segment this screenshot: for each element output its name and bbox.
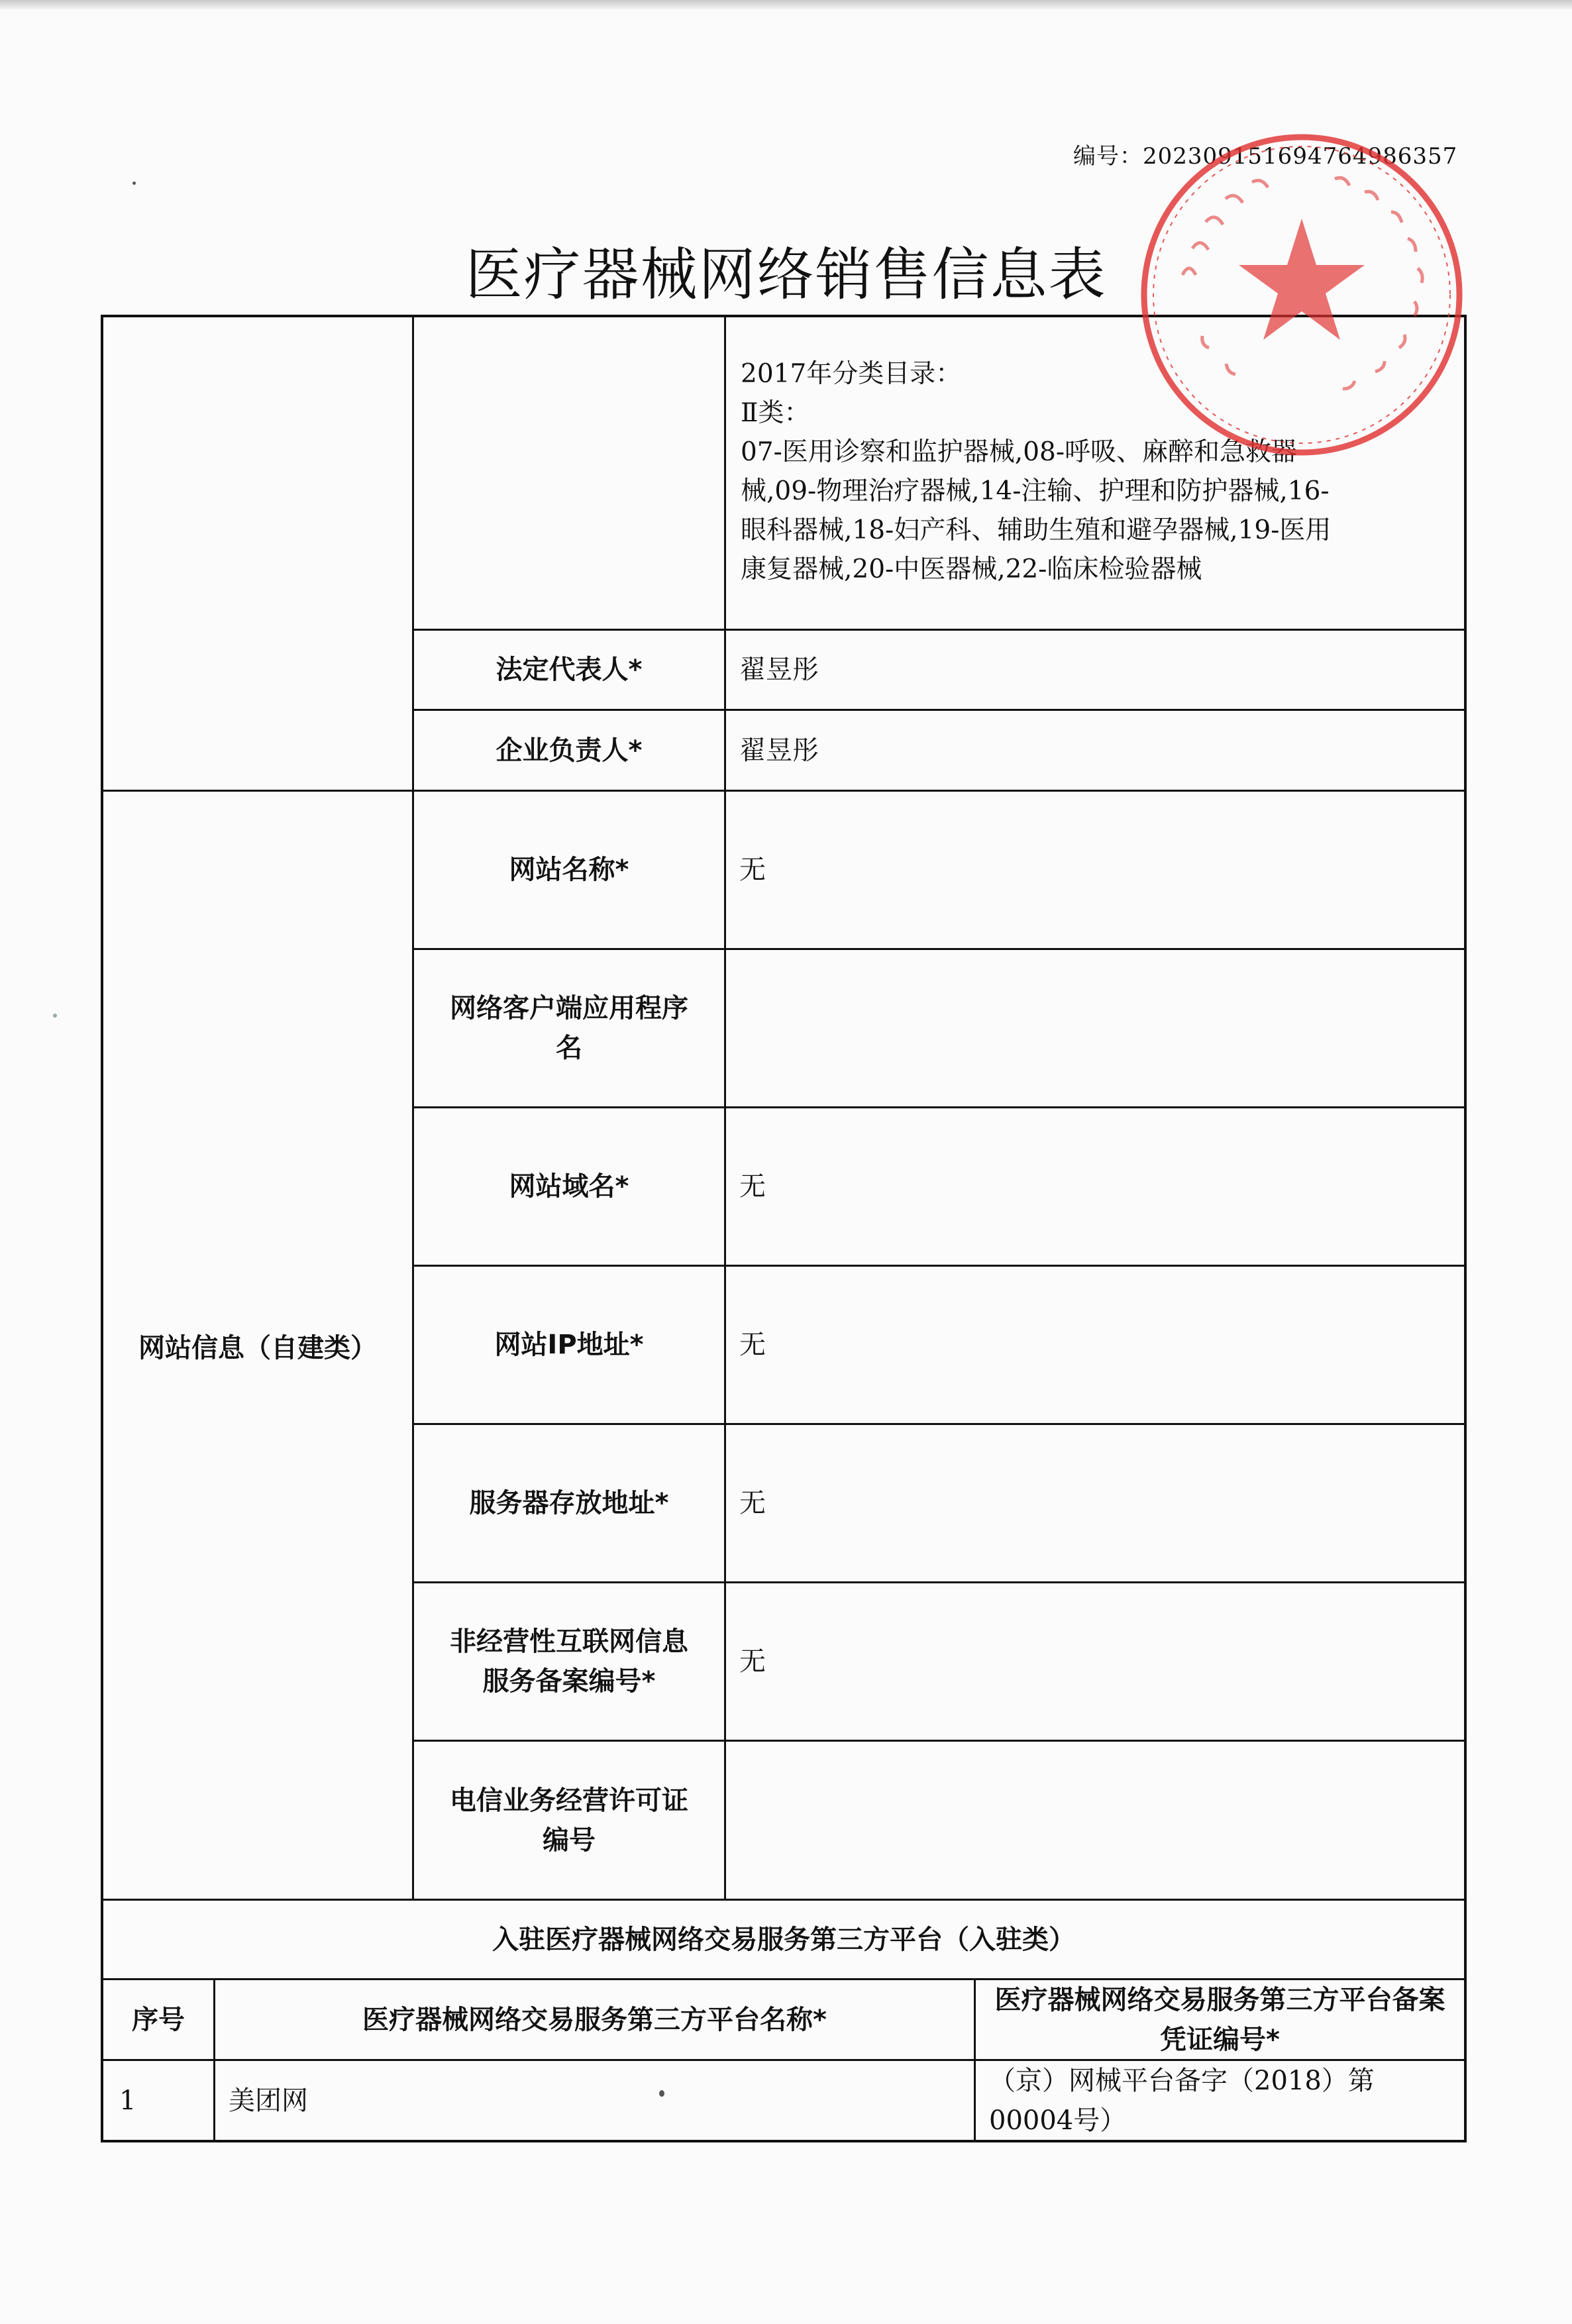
legal-rep-label: 法定代表人* (496, 655, 643, 685)
scan-speck (659, 2090, 664, 2097)
platform-section-title: 入驻医疗器械网络交易服务第三方平台（入驻类） (492, 1924, 1075, 1955)
catalog-line: 械,09-物理治疗器械,14-注输、护理和防护器械,16- (741, 476, 1330, 506)
principal-label: 企业负责人* (496, 735, 643, 766)
scan-speck (53, 1014, 57, 1018)
scan-speck (132, 182, 136, 185)
catalog-line: 康复器械,20-中医器械,22-临床检验器械 (741, 555, 1202, 584)
document-number: 编号：20230915169476498635​7 (1073, 143, 1458, 170)
icp-record-value: 无 (739, 1646, 766, 1677)
server-address-label: 服务器存放地址* (469, 1488, 669, 1518)
classification-catalog (741, 354, 1443, 589)
server-address-value: 无 (739, 1488, 766, 1518)
catalog-class: Ⅱ类： (741, 398, 810, 428)
catalog-line: 眼科器械,18-妇产科、辅助生殖和避孕器械,19-医用 (741, 515, 1332, 545)
platform-row-record: （京）网械平台备字（2018）第00004号） (989, 2065, 1375, 2136)
catalog-line: 07-医用诊察和监护器械,08-呼吸、麻醉和急救器 (741, 437, 1298, 467)
app-name-value (726, 950, 1464, 1106)
website-name-value: 无 (739, 855, 766, 885)
platform-row-name: 美团网 (229, 2085, 308, 2116)
principal-value: 翟昱彤 (739, 735, 819, 766)
platform-row-index: 1 (119, 2085, 136, 2116)
scan-edge (0, 0, 1572, 9)
col-record-header: 医疗器械网络交易服务第三方平台备案凭证编号* (994, 1984, 1445, 2055)
app-name-label: 网络客户端应用程序名 (450, 993, 688, 1063)
domain-value: 无 (739, 1171, 766, 1202)
col-index-header: 序号 (132, 2004, 185, 2035)
col-name-header: 医疗器械网络交易服务第三方平台名称* (362, 2004, 827, 2035)
legal-rep-value: 翟昱彤 (739, 655, 819, 685)
ip-address-label: 网站IP地址* (494, 1330, 644, 1360)
website-name-label: 网站名称* (509, 855, 629, 885)
ip-address-value: 无 (739, 1330, 766, 1360)
icp-record-label: 非经营性互联网信息服务备案编号* (450, 1626, 688, 1697)
domain-label: 网站域名* (509, 1171, 629, 1202)
catalog-title: 2017年分类目录： (741, 359, 962, 389)
website-section-label: 网站信息（自建类） (138, 1333, 377, 1363)
telecom-license-label: 电信业务经营许可证编号 (450, 1785, 688, 1856)
telecom-license-value (726, 1742, 1464, 1899)
page-title: 医疗器械网络销售信息表 (465, 242, 1107, 308)
